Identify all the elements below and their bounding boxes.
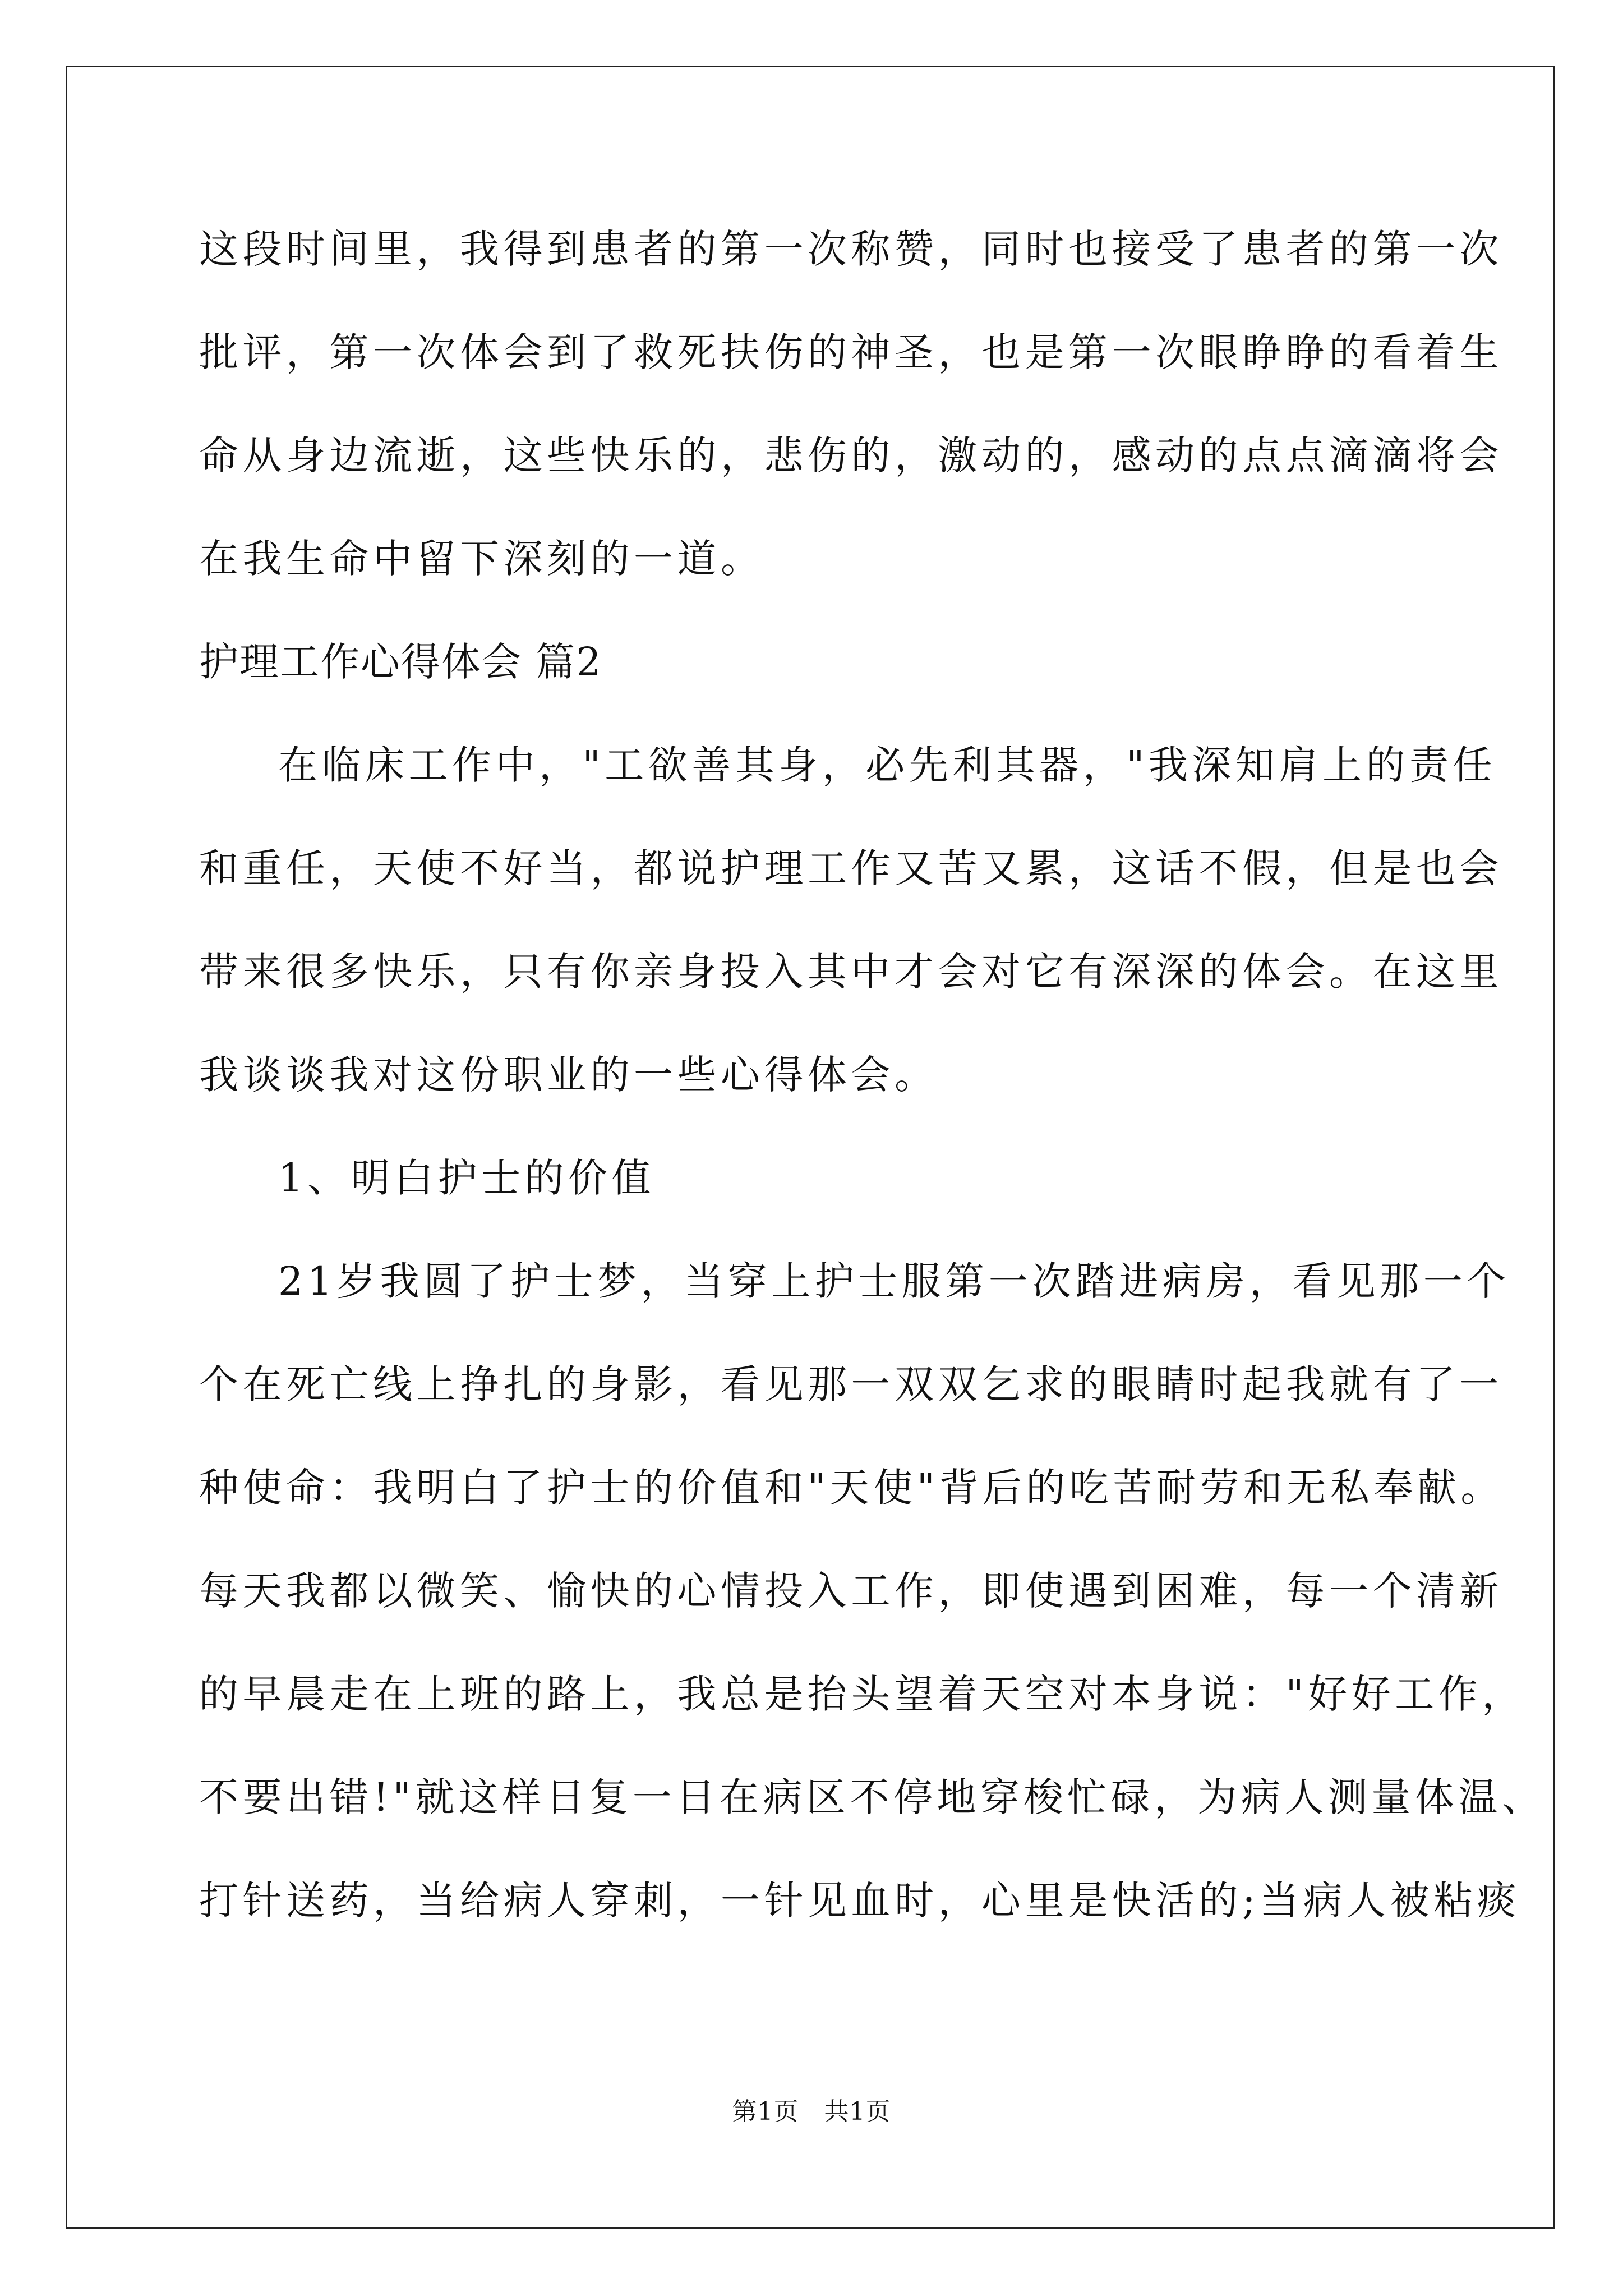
paragraph-line: 21岁我圆了护士梦，当穿上护士服第一次踏进病房，看见那一个 [278,1258,1510,1304]
paragraph-line: 在临床工作中，"工欲善其身，必先利其器，"我深知肩上的责任 [278,742,1496,788]
paragraph-line: 不要出错!"就这样日复一日在病区不停地穿梭忙碌，为病人测量体温、 [199,1774,1546,1820]
page-footer: 第1页 共1页 [732,2097,891,2126]
paragraph-line: 打针送药，当给病人穿刺，一针见血时，心里是快活的;当病人被粘痰 [199,1878,1521,1924]
paragraph-line: 和重任，天使不好当，都说护理工作又苦又累，这话不假，但是也会 [199,845,1503,891]
paragraph-line: 批评，第一次体会到了救死扶伤的神圣，也是第一次眼睁睁的看着生 [199,329,1503,375]
paragraph-line: 在我生命中留下深刻的一道。 [199,536,764,582]
paragraph-line: 的早晨走在上班的路上，我总是抬头望着天空对本身说："好好工作， [199,1671,1525,1717]
paragraph-line: 这段时间里，我得到患者的第一次称赞，同时也接受了患者的第一次 [199,226,1503,272]
subsection-title: 1、明白护士的价值 [278,1155,656,1201]
paragraph-line: 每天我都以微笑、愉快的心情投入工作，即使遇到困难，每一个清新 [199,1568,1503,1614]
paragraph-line: 带来很多快乐，只有你亲身投入其中才会对它有深深的体会。在这里 [199,949,1503,995]
section-heading: 护理工作心得体会 篇2 [199,639,602,685]
paragraph-line: 我谈谈我对这份职业的一些心得体会。 [199,1052,938,1098]
paragraph-line: 个在死亡线上挣扎的身影，看见那一双双乞求的眼睛时起我就有了一 [199,1361,1503,1407]
paragraph-line: 命从身边流逝，这些快乐的，悲伤的，激动的，感动的点点滴滴将会 [199,432,1503,478]
paragraph-line: 种使命：我明白了护士的价值和"天使"背后的吃苦耐劳和无私奉献。 [199,1465,1504,1511]
